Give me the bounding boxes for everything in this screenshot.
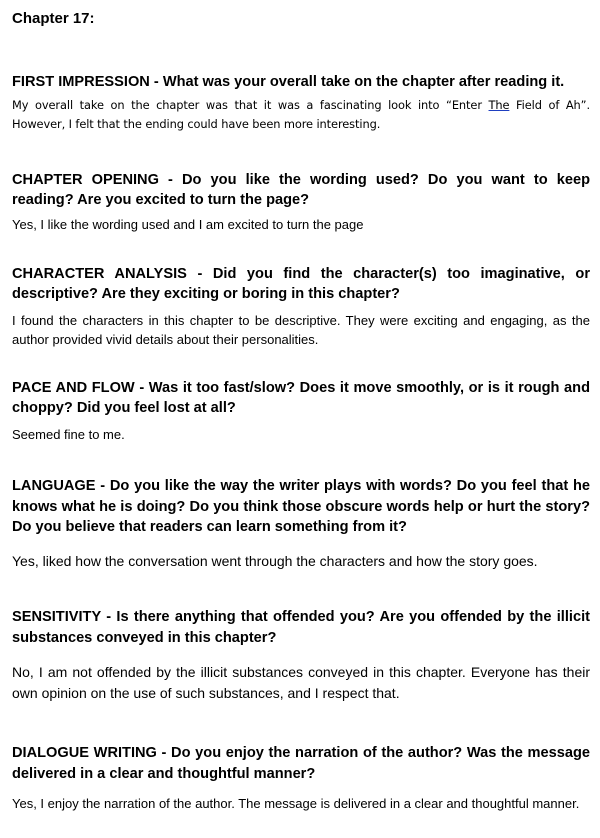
section-dialogue-writing: [12, 743, 590, 813]
document-page: [12, 10, 591, 811]
answer-text: My overall take on the chapter was that it was a fascinating look into “Enter: [12, 98, 489, 112]
heading-pace-and-flow: PACE AND FLOW: [12, 380, 135, 396]
question-first-impression: [12, 72, 590, 92]
question-text: - Do you like the way the writer plays with words? Do you feel that he knows what he is doing? Do you think those obscure words help or hurt the story? Do you believe that readers can learn something from it?: [12, 478, 590, 535]
heading-first-impression: FIRST IMPRESSION: [12, 74, 150, 90]
answer-first-impression: [12, 96, 590, 134]
question-text: - Do you enjoy the narration of the author? Was the message delivered in a clear and thoughtful manner?: [12, 745, 590, 782]
answer-character-analysis: I found the characters in this chapter to be descriptive. They were exciting and engaging, as the author provided vivid details about their personalities.: [12, 313, 590, 347]
section-sensitivity: [12, 607, 590, 704]
answer-dialogue-writing: Yes, I enjoy the narration of the author. The message is delivered in a clear and thoughtful manner.: [12, 796, 580, 811]
heading-chapter-opening: CHAPTER OPENING: [12, 172, 159, 188]
question-dialogue-writing: [12, 743, 590, 785]
answer-language: Yes, liked how the conversation went through the characters and how the story goes.: [12, 552, 538, 569]
question-text: - Do you like the wording used? Do you want to keep reading? Are you excited to turn the page?: [12, 172, 591, 208]
section-first-impression: [12, 72, 590, 134]
section-chapter-opening: [12, 170, 590, 234]
answer-underlined-word: The: [488, 98, 510, 112]
answer-text: Field of Ah”. However, I felt that the ending could have been more interesting.: [12, 98, 590, 131]
question-pace-and-flow: [12, 378, 590, 418]
heading-character-analysis: CHARACTER ANALYSIS: [12, 266, 187, 282]
section-character-analysis: [12, 264, 590, 349]
question-text: - Is there anything that offended you? Are you offended by the illicit substances conveyed in this chapter?: [12, 609, 590, 646]
question-character-analysis: [12, 264, 590, 304]
question-text: - Was it too fast/slow? Does it move smoothly, or is it rough and choppy? Did you feel lost at all?: [12, 380, 591, 416]
question-text: - What was your overall take on the chapter after reading it.: [149, 74, 565, 90]
section-pace-and-flow: [12, 378, 590, 444]
heading-sensitivity: SENSITIVITY: [12, 609, 101, 625]
answer-pace-and-flow: Seemed fine to me.: [12, 427, 125, 442]
question-chapter-opening: [12, 170, 590, 210]
heading-language: LANGUAGE: [12, 478, 96, 494]
question-language: [12, 476, 590, 538]
question-sensitivity: [12, 607, 590, 649]
heading-dialogue-writing: DIALOGUE WRITING: [12, 745, 157, 761]
question-text: - Did you find the character(s) too imaginative, or descriptive? Are they exciting or boring in this chapter?: [12, 266, 590, 302]
answer-chapter-opening: Yes, I like the wording used and I am excited to turn the page: [12, 217, 364, 232]
section-language: [12, 476, 590, 571]
chapter-title: Chapter 17:: [12, 10, 95, 27]
answer-sensitivity: No, I am not offended by the illicit substances conveyed in this chapter. Everyone has their own opinion on the use of such substances, and I respect that.: [12, 664, 590, 701]
